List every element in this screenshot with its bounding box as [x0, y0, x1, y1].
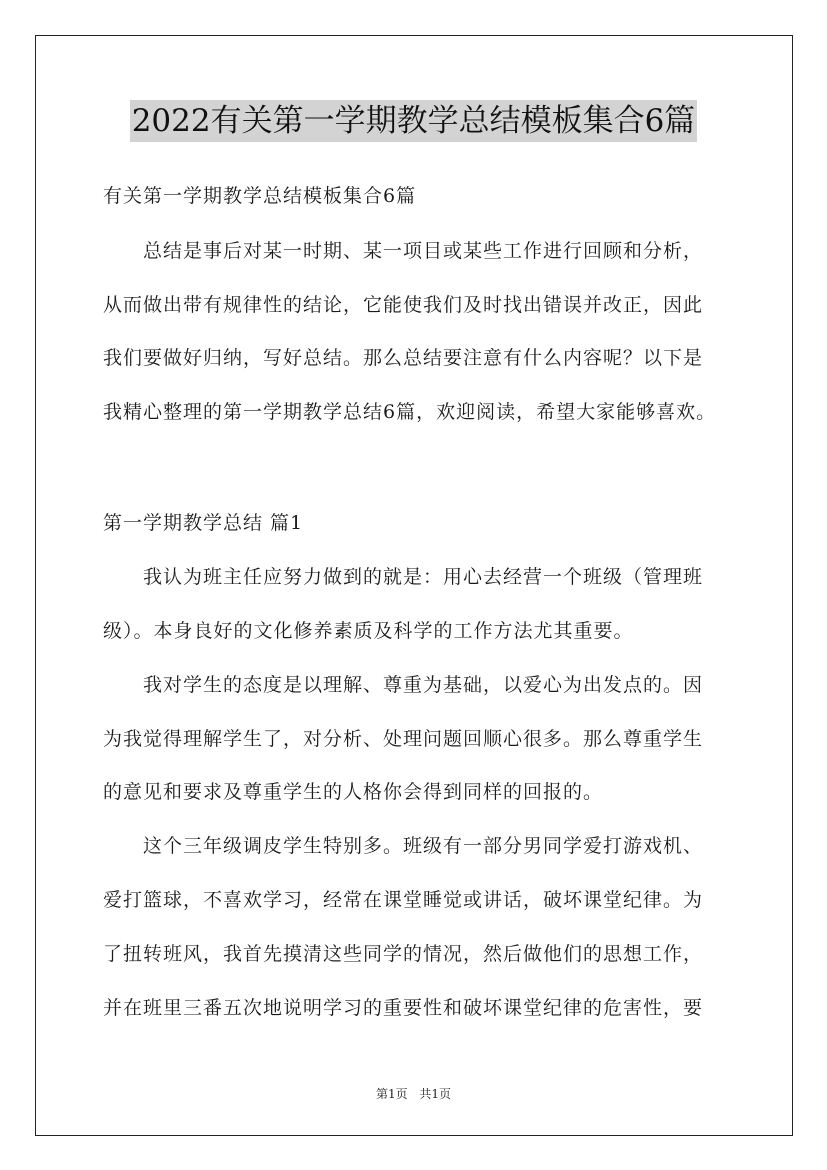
para2-line-2: 为我觉得理解学生了，对分析、处理问题回顺心很多。那么尊重学生: [103, 728, 704, 750]
intro-line-4: 我精心整理的第一学期教学总结6篇，欢迎阅读，希望大家能够喜欢。: [103, 401, 717, 423]
intro-line-1: 总结是事后对某一时期、某一项目或某些工作进行回顾和分析，: [143, 240, 704, 262]
para1-line-2: 级）。本身良好的文化修养素质及科学的工作方法尤其重要。: [103, 620, 634, 642]
para3-line-2: 爱打篮球，不喜欢学习，经常在课堂睡觉或讲话，破坏课堂纪律。为: [103, 889, 704, 911]
title-container: [0, 100, 827, 142]
document-title: 2022有关第一学期教学总结模板集合6篇: [130, 100, 698, 142]
para3-line-1: 这个三年级调皮学生特别多。班级有一部分男同学爱打游戏机、: [143, 835, 704, 857]
page-number: 第1页: [375, 1087, 408, 1101]
para3-line-4: 并在班里三番五次地说明学习的重要性和破坏课堂纪律的危害性，要: [103, 997, 704, 1019]
document-subtitle: 有关第一学期教学总结模板集合6篇: [103, 185, 417, 207]
para2-line-3: 的意见和要求及尊重学生的人格你会得到同样的回报的。: [103, 781, 604, 803]
page-total: 共1页: [419, 1087, 452, 1101]
section-heading: 第一学期教学总结 篇1: [103, 512, 304, 534]
intro-line-3: 我们要做好归纳，写好总结。那么总结要注意有什么内容呢？以下是: [103, 347, 704, 369]
para3-line-3: 了扭转班风，我首先摸清这些同学的情况，然后做他们的思想工作，: [103, 943, 704, 965]
page-footer: [0, 1085, 827, 1102]
intro-line-2: 从而做出带有规律性的结论，它能使我们及时找出错误并改正，因此: [103, 294, 704, 316]
para1-line-1: 我认为班主任应努力做到的就是：用心去经营一个班级（管理班: [143, 566, 704, 588]
para2-line-1: 我对学生的态度是以理解、尊重为基础，以爱心为出发点的。因: [143, 674, 704, 696]
